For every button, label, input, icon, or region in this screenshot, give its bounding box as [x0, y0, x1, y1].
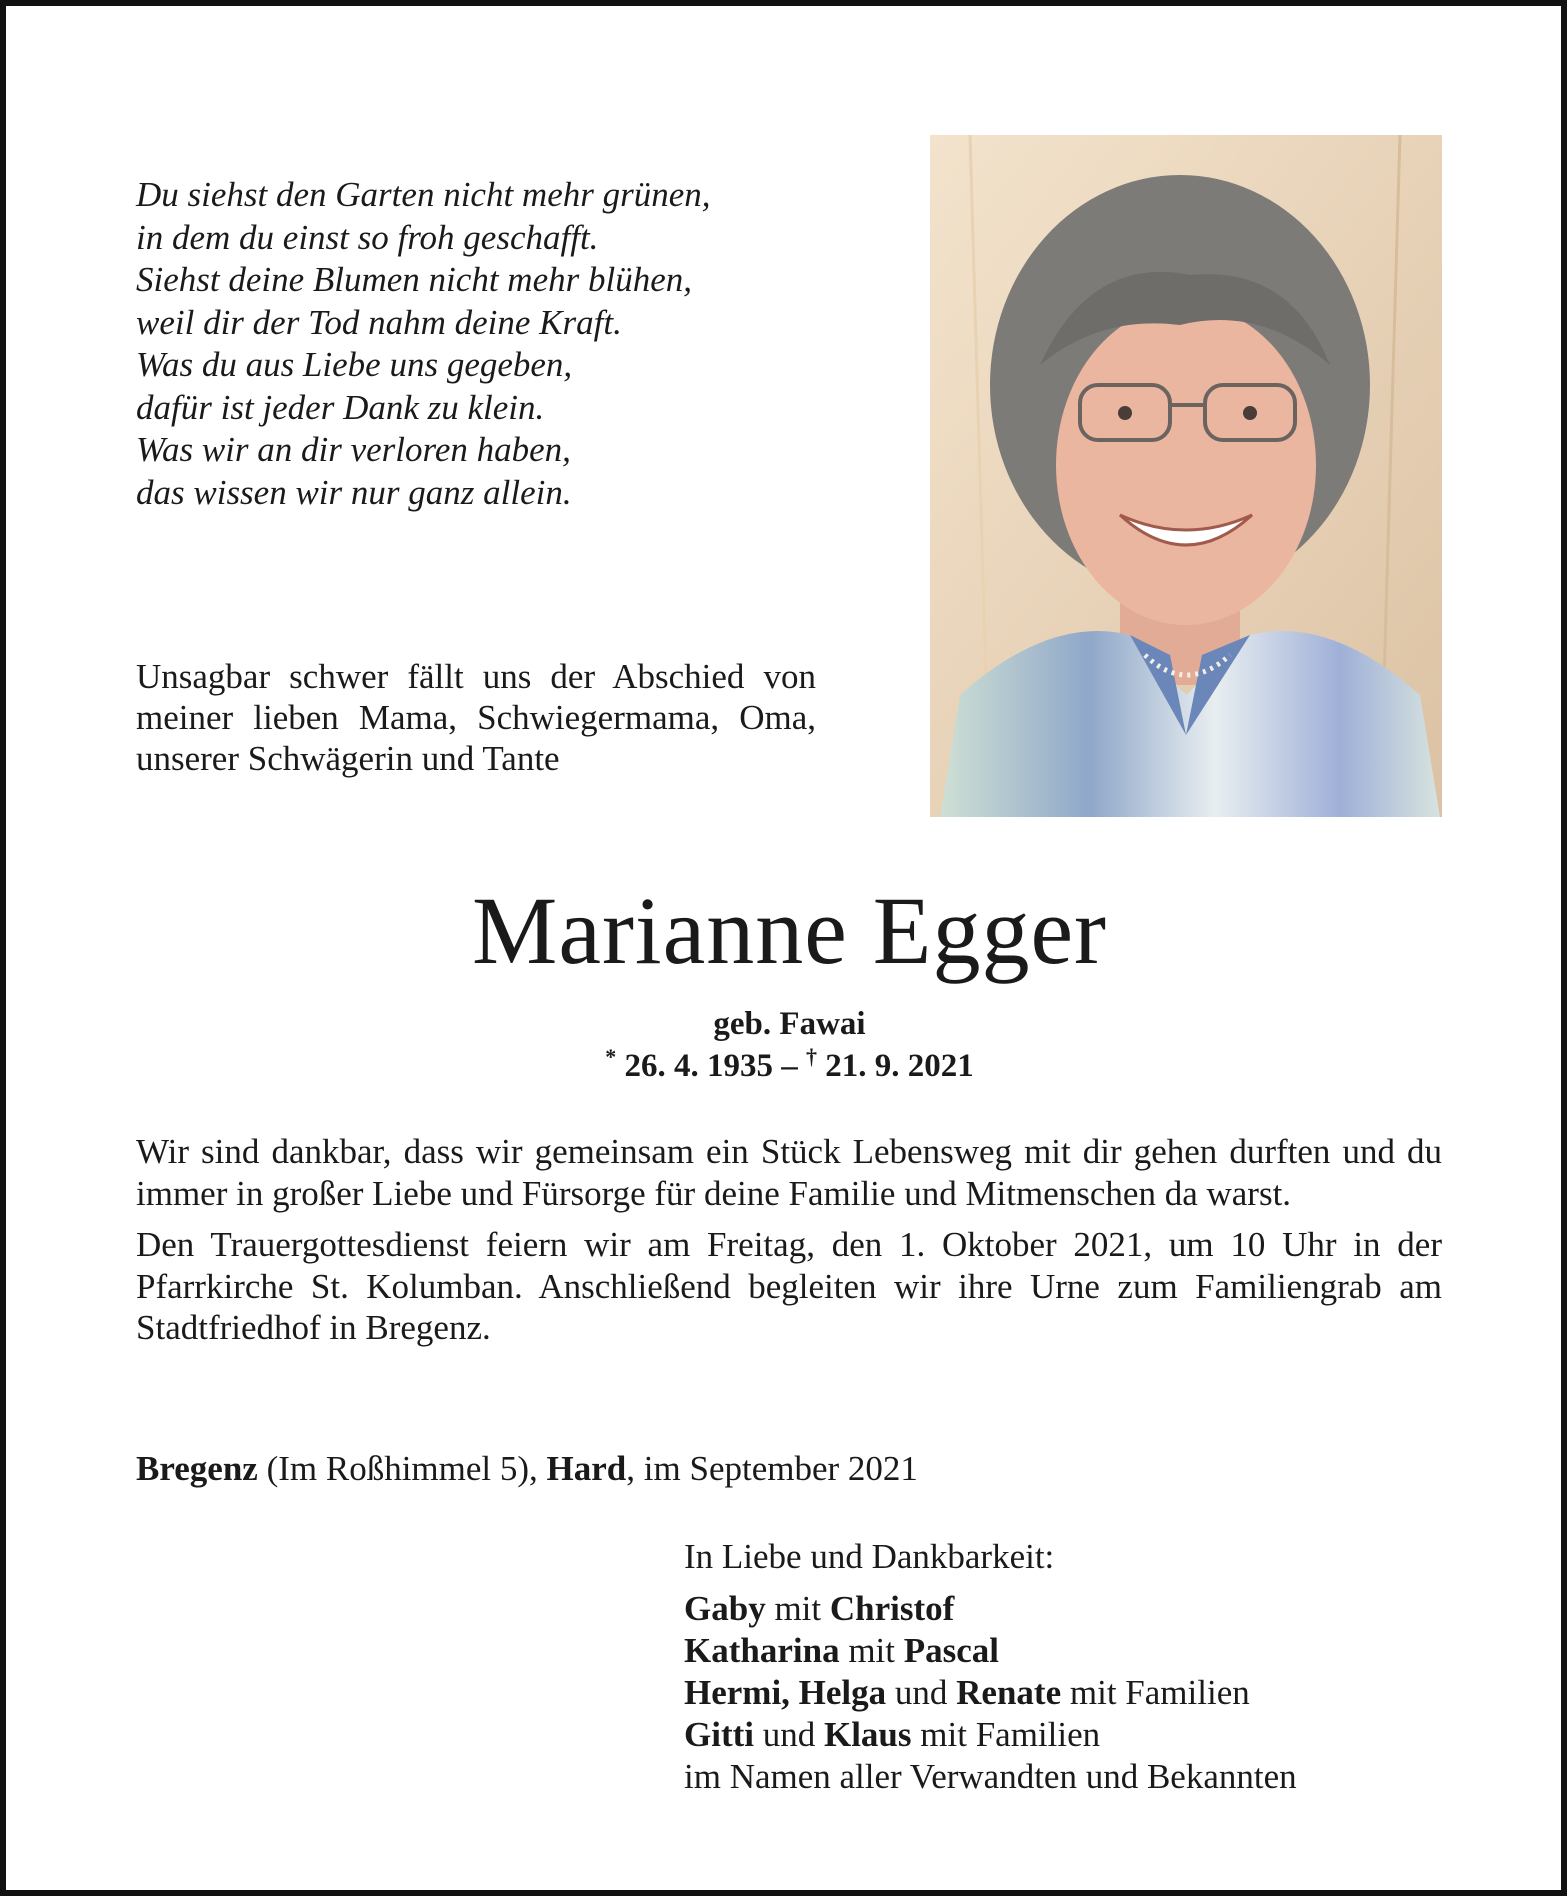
- death-symbol: †: [806, 1044, 817, 1069]
- place-date: , im September 2021: [626, 1449, 918, 1488]
- mourner-name: Pascal: [903, 1631, 1000, 1670]
- gratitude-paragraph: Wir sind dankbar, dass wir gemeinsam ein Stück Lebensweg mit dir gehen durften und du immer in großer Liebe und Fürsorge für deine Familie und Mitmenschen da warst.: [136, 1132, 1442, 1213]
- mourner-name: Gitti: [684, 1715, 754, 1754]
- birth-date: 26. 4. 1935: [624, 1048, 773, 1084]
- signoff: [684, 1536, 1484, 1798]
- poem: [136, 174, 836, 514]
- mourner-row: [684, 1714, 1484, 1756]
- death-date: 21. 9. 2021: [825, 1048, 974, 1084]
- mourner-connector: mit: [765, 1589, 830, 1628]
- signoff-lead: In Liebe und Dankbarkeit:: [684, 1537, 1055, 1576]
- life-dates: [6, 1044, 1567, 1088]
- poem-line: Siehst deine Blumen nicht mehr blühen,: [136, 260, 692, 299]
- mourner-connector: und: [886, 1673, 957, 1712]
- poem-line: weil dir der Tod nahm deine Kraft.: [136, 302, 622, 342]
- intro-text: Unsagbar schwer fällt uns der Abschied von meiner lieben Mama, Schwiegermama, Oma, unserer Schwägerin und Tante: [136, 657, 816, 778]
- body-text: [136, 1131, 1442, 1359]
- birth-symbol: *: [605, 1044, 617, 1069]
- mourner-name: Gaby: [684, 1589, 766, 1628]
- mourner-connector: und: [753, 1715, 824, 1754]
- place-town: Hard: [546, 1449, 627, 1488]
- mourner-row: [684, 1630, 1484, 1672]
- portrait-photo: [930, 135, 1442, 817]
- mourner-name: Katharina: [684, 1631, 840, 1670]
- maiden-name: geb. Fawai: [713, 1006, 866, 1042]
- place-city: Bregenz: [136, 1449, 258, 1488]
- service-paragraph: Den Trauergottesdienst feiern wir am Freitag, den 1. Oktober 2021, um 10 Uhr in der Pfarrkirche St. Kolumban. Anschließend begleiten wir ihre Urne zum Familiengrab am Stadtfriedhof in Bregenz.: [136, 1225, 1442, 1347]
- poem-line: Was du aus Liebe uns gegeben,: [136, 345, 573, 384]
- place-date-line: [136, 1448, 1136, 1490]
- mourner-row: [684, 1588, 1484, 1630]
- mourner-name: Christof: [829, 1589, 955, 1628]
- mourner-name: Klaus: [823, 1715, 912, 1754]
- mourner-name: Renate: [956, 1673, 1062, 1712]
- poem-line: Was wir an dir verloren haben,: [136, 430, 571, 469]
- mourner-name: Hermi, Helga: [684, 1673, 887, 1712]
- mourner-row: [684, 1672, 1484, 1714]
- poem-line: das wissen wir nur ganz allein.: [136, 472, 572, 512]
- mourner-connector: mit: [839, 1631, 904, 1670]
- poem-line: in dem du einst so froh geschafft.: [136, 217, 599, 257]
- mourner-suffix: mit Familien: [911, 1715, 1101, 1754]
- date-separator: –: [781, 1048, 798, 1084]
- place-address: (Im Roßhimmel 5),: [266, 1449, 538, 1488]
- deceased-name: Marianne Egger: [471, 877, 1108, 984]
- signoff-closing: im Namen aller Verwandten und Bekannten: [684, 1757, 1297, 1796]
- mourner-suffix: mit Familien: [1061, 1673, 1250, 1712]
- poem-line: dafür ist jeder Dank zu klein.: [136, 387, 545, 427]
- poem-line: Du siehst den Garten nicht mehr grünen,: [136, 175, 711, 214]
